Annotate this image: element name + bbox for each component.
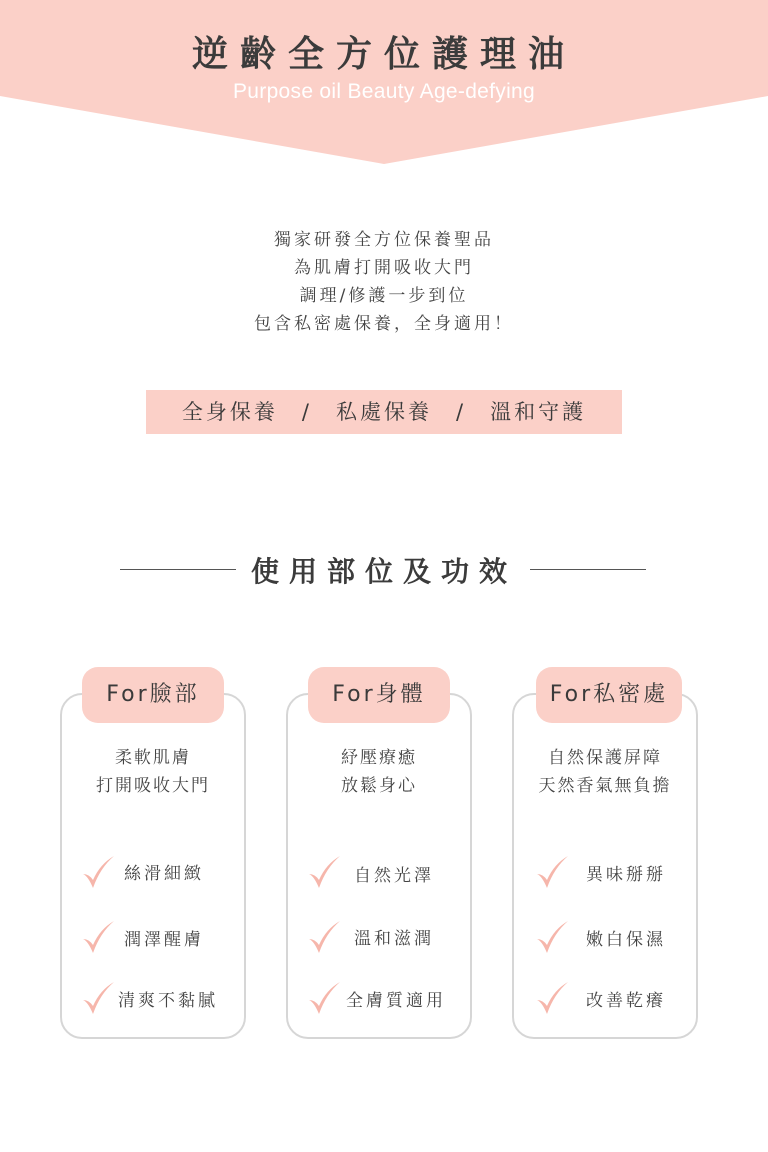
card-desc-body [285, 744, 473, 800]
card-desc-face [59, 744, 247, 800]
feature-item: 清爽不黏膩 [118, 991, 218, 1011]
desc-line: 自然保護屏障 [548, 748, 662, 768]
check-icon [306, 978, 342, 1018]
card-label-intimate: For私密處 [536, 667, 682, 723]
check-icon [534, 978, 570, 1018]
feature-item: 全膚質適用 [346, 991, 446, 1011]
check-icon [306, 852, 342, 892]
intro-line: 為肌膚打開吸收大門 [294, 258, 474, 278]
check-icon [534, 852, 570, 892]
check-icon [80, 978, 116, 1018]
desc-line: 紓壓療癒 [341, 748, 417, 768]
title-rule-right [530, 569, 646, 570]
card-label-face: For臉部 [82, 667, 224, 723]
check-icon [80, 917, 116, 957]
top-banner [0, 0, 768, 170]
feature-item: 自然光澤 [354, 866, 434, 886]
feature-item: 嫩白保濕 [586, 930, 666, 950]
intro-line: 調理/修護一步到位 [299, 286, 469, 306]
intro-line: 包含私密處保養，全身適用！ [254, 314, 514, 334]
intro-text [0, 226, 768, 338]
desc-line: 柔軟肌膚 [115, 748, 191, 768]
feature-item: 潤澤醒膚 [124, 930, 204, 950]
card-label-body: For身體 [308, 667, 450, 723]
desc-line: 放鬆身心 [341, 776, 417, 796]
feature-item: 異味掰掰 [586, 865, 666, 885]
section-title: 使用部位及功效 [250, 555, 517, 588]
check-icon [80, 852, 116, 892]
desc-line: 天然香氣無負擔 [538, 776, 672, 796]
product-title: 逆齡全方位護理油 [191, 34, 576, 75]
desc-line: 打開吸收大門 [96, 776, 210, 796]
intro-line: 獨家研發全方位保養聖品 [274, 230, 494, 250]
card-desc-intimate [511, 744, 699, 800]
feature-item: 絲滑細緻 [124, 864, 204, 884]
product-subtitle: Purpose oil Beauty Age-defying [232, 80, 536, 103]
benefit-tagbar: 全身保養 / 私處保養 / 溫和守護 [146, 390, 622, 434]
feature-item: 溫和滋潤 [354, 929, 434, 949]
check-icon [306, 917, 342, 957]
check-icon [534, 917, 570, 957]
feature-item: 改善乾癢 [586, 991, 666, 1011]
